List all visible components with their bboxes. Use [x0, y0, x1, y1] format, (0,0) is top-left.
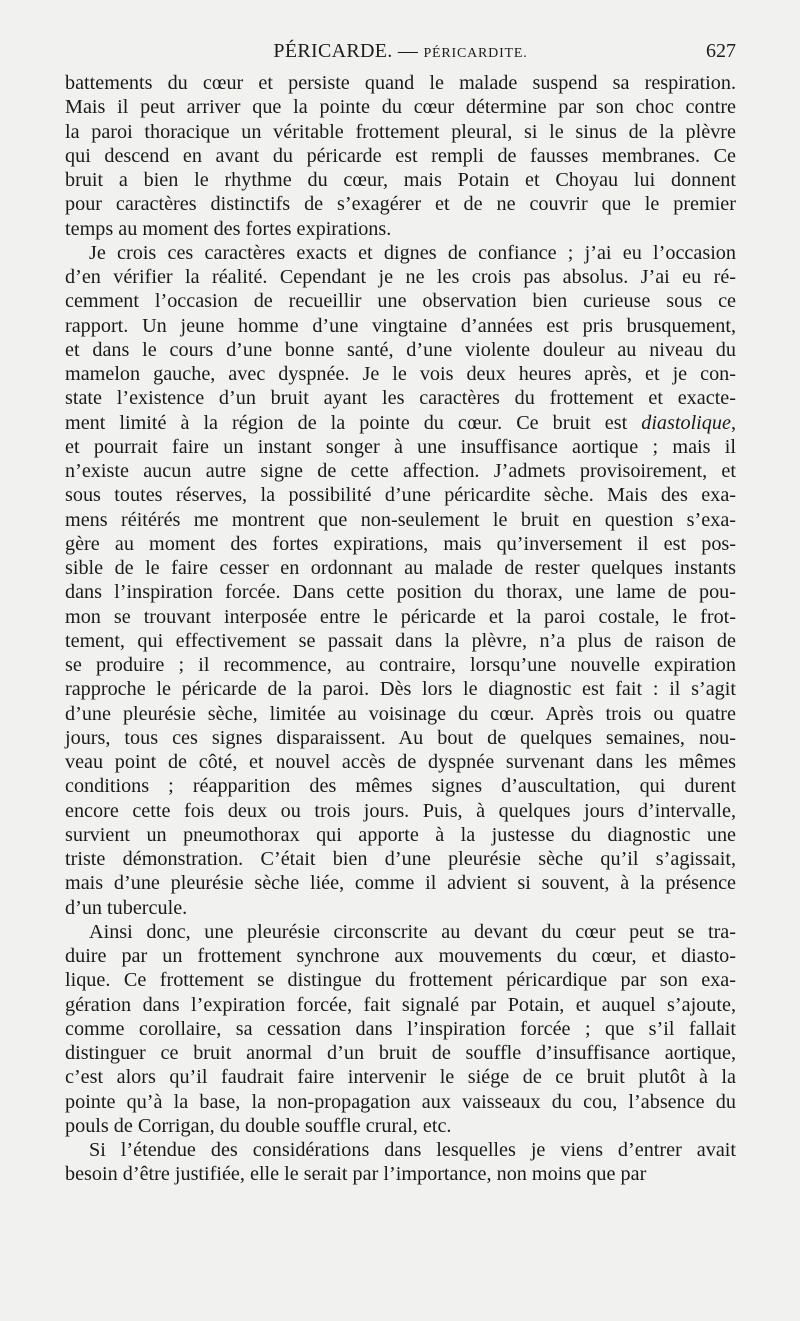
text-line: et pourrait faire un instant songer à une insuffisance aortique ; mais il: [65, 435, 736, 458]
text-line: rapproche le péricarde de la paroi. Dès lors le diagnostic est fait : il s’agit: [65, 678, 736, 701]
text-line: Mais il peut arriver que la pointe du cœur détermine par son choc contre: [65, 96, 736, 119]
text-line: comme corollaire, sa cessation dans l’inspiration forcée ; que s’il fallait: [65, 1017, 736, 1040]
header-subtitle: PÉRICARDITE.: [423, 46, 528, 61]
text-line: Ainsi donc, une pleurésie circonscrite au devant du cœur peut se tra-: [89, 920, 736, 943]
text-line: mais d’une pleurésie sèche liée, comme il advient si souvent, à la présence: [65, 872, 736, 895]
text-line: pour caractères distinctifs de s’exagérer et de ne couvrir que le premier: [65, 193, 736, 216]
text-line: Si l’étendue des considérations dans lesquelles je viens d’entrer avait: [89, 1139, 736, 1161]
text-line: lique. Ce frottement se distingue du frottement péricardique par son exa-: [65, 969, 736, 992]
text-line: battements du cœur et persiste quand le malade suspend sa respiration.: [65, 72, 736, 94]
text-line: dans l’inspiration forcée. Dans cette position du thorax, une lame de pou-: [65, 581, 736, 604]
text-line: ment limité à la région de la pointe du cœur. Ce bruit est diastolique,: [65, 411, 736, 434]
paragraph-3: [65, 920, 736, 1138]
text-line: survient un pneumothorax qui apporte à la justesse du diagnostic une: [65, 823, 736, 846]
text-line: temps au moment des fortes expirations.: [65, 217, 392, 240]
text-line: d’une pleurésie sèche, limitée au voisinage du cœur. Après trois ou quatre: [65, 702, 736, 725]
text-line: gération dans l’expiration forcée, fait signalé par Potain, et auquel s’ajoute,: [65, 993, 736, 1016]
text-line: rapport. Un jeune homme d’une vingtaine d’années est pris brusquement,: [65, 314, 736, 337]
text-line: jours, tous ces signes disparaissent. Au bout de quelques semaines, nou-: [65, 726, 736, 749]
text-line: n’existe aucun autre signe de cette affection. J’admets provisoirement, et: [65, 460, 736, 482]
paragraph-2: [65, 241, 736, 920]
page-number: 627: [706, 40, 736, 62]
text-line: mens réitérés me montrent que non-seulement le bruit en question s’exa-: [65, 508, 736, 531]
text-line: sous toutes réserves, la possibilité d’une péricardite sèche. Mais des exa-: [65, 484, 736, 507]
text-line: se produire ; il recommence, au contraire, lorsqu’une nouvelle expiration: [65, 654, 736, 676]
text-line: c’est alors qu’il faudrait faire intervenir le siége de ce bruit plutôt à la: [65, 1066, 736, 1089]
text-line: distinguer ce bruit anormal d’un bruit de souffle d’insuffisance aortique,: [65, 1042, 736, 1064]
text-line: sible de le faire cesser en ordonnant au malade de rester quelques instants: [65, 557, 736, 579]
text-line: conditions ; réapparition des mêmes signes d’auscultation, qui durent: [65, 775, 736, 798]
text-line: besoin d’être justifiée, elle le serait par l’importance, non moins que par: [65, 1163, 647, 1186]
text-line: triste démonstration. C’était bien d’une pleurésie sèche qu’il s’agissait,: [65, 848, 736, 870]
text-line: bruit a bien le rhythme du cœur, mais Potain et Choyau lui donnent: [65, 169, 736, 191]
text-line: la paroi thoracique un véritable frottement pleural, si le sinus de la plèvre: [65, 120, 736, 143]
text-line: d’en vérifier la réalité. Cependant je ne les crois pas absolus. J’ai eu ré-: [65, 266, 736, 288]
emphasis: diastolique: [641, 411, 731, 434]
header-title: PÉRICARDE. —: [273, 40, 424, 62]
text-line: pointe qu’à la base, la non-propagation aux vaisseaux du cou, l’absence du: [65, 1090, 736, 1113]
text-line: cemment l’occasion de recueillir une observation bien curieuse sous ce: [65, 290, 736, 313]
text-line: duire par un frottement synchrone aux mouvements du cœur, et diasto-: [65, 945, 736, 967]
text-line: tement, qui effectivement se passait dans la plèvre, n’a plus de raison de: [65, 629, 736, 652]
text-line: qui descend en avant du péricarde est rempli de fausses membranes. Ce: [65, 144, 736, 167]
running-title: [65, 40, 736, 63]
text-line: pouls de Corrigan, du double souffle crural, etc.: [65, 1114, 452, 1137]
text-line: state l’existence d’un bruit ayant les caractères du frottement et exacte-: [65, 387, 736, 410]
paragraph-4: [65, 1138, 736, 1187]
text-line: veau point de côté, et nouvel accès de dyspnée survenant dans les mêmes: [65, 751, 736, 773]
body-text: [65, 71, 736, 1187]
running-header: [65, 40, 736, 70]
text-line: mamelon gauche, avec dyspnée. Je le vois deux heures après, et je con-: [65, 363, 736, 385]
text-line: et dans le cours d’une bonne santé, d’une violente douleur au niveau du: [65, 338, 736, 361]
paragraph-1: [65, 71, 736, 241]
text-line: mon se trouvant interposée entre le péricarde et la paroi costale, le frot-: [65, 605, 736, 628]
text-line: Je crois ces caractères exacts et dignes de confiance ; j’ai eu l’occasion: [89, 241, 736, 264]
text-line: gère au moment des fortes expirations, mais qu’inversement il est pos-: [65, 532, 736, 555]
text-line: d’un tubercule.: [65, 896, 188, 919]
text-line: encore cette fois deux ou trois jours. Puis, à quelques jours d’intervalle,: [65, 799, 736, 822]
